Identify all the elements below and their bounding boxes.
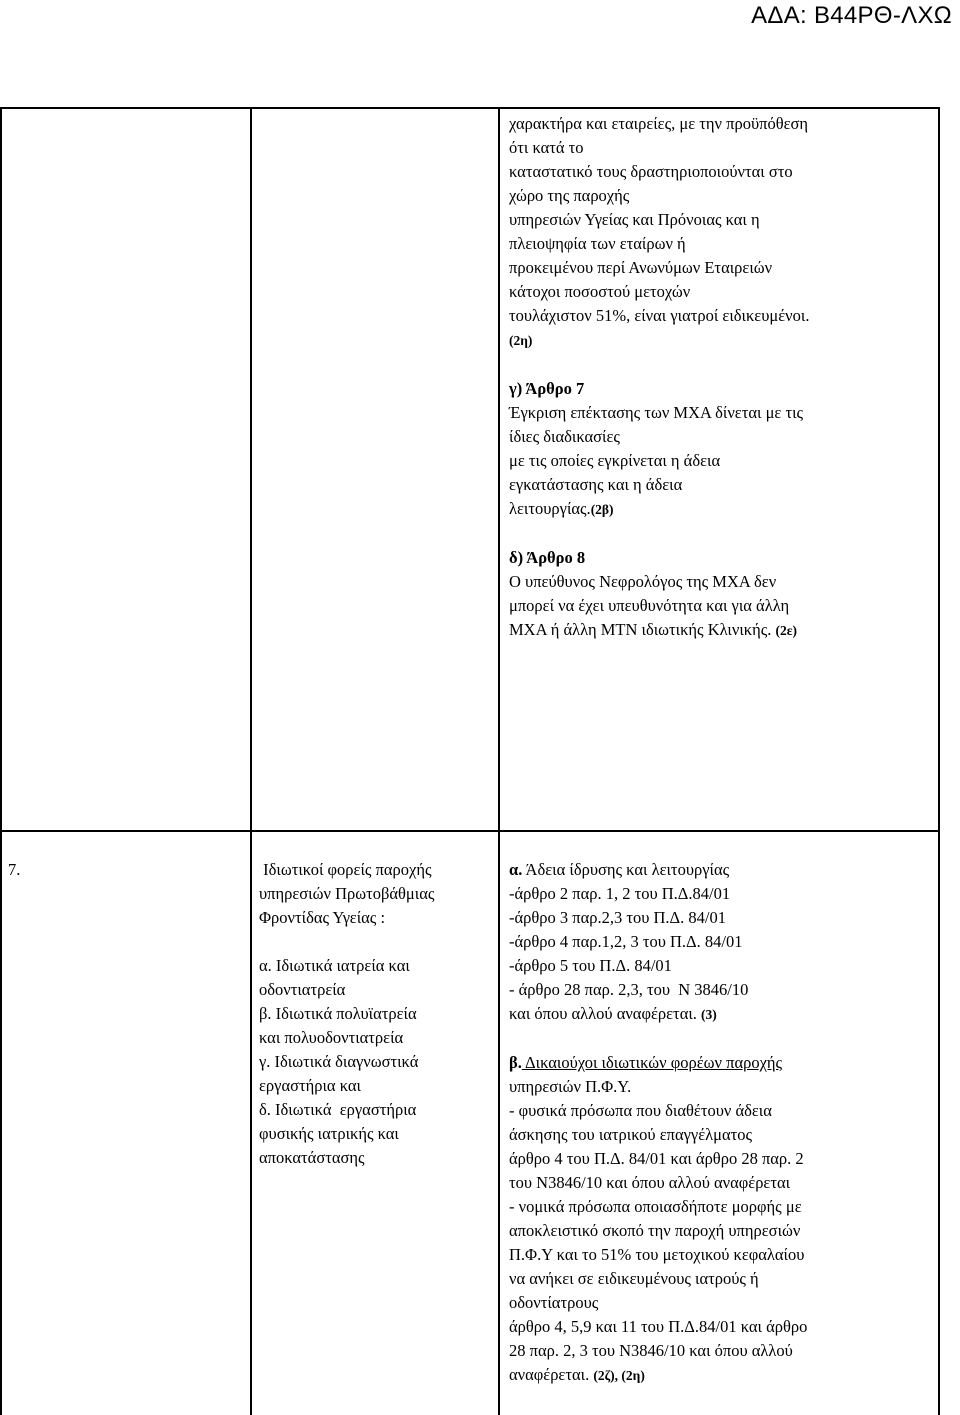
category-title-line: Φροντίδας Υγείας : <box>259 908 386 927</box>
text-line: ότι κατά το <box>509 138 584 157</box>
category-item-line: φυσικής ιατρικής και <box>259 1124 399 1143</box>
section-label: β. <box>509 1053 522 1072</box>
category-item-line: οδοντιατρεία <box>259 980 346 999</box>
beneficiaries-section <box>509 1051 929 1388</box>
text-line: λειτουργίας. <box>509 499 591 518</box>
text-line: καταστατικό τους δραστηριοποιούνται στο <box>509 162 793 181</box>
license-section <box>509 858 929 1027</box>
row-divider <box>0 830 940 832</box>
text-line: αποκλειστικό σκοπό την παροχή υπηρεσιών <box>509 1221 801 1240</box>
table-border-top <box>0 107 940 109</box>
category-item-line: δ. Ιδιωτικά εργαστήρια <box>259 1100 417 1119</box>
text-line: αναφέρεται. <box>509 1365 590 1384</box>
article-heading: δ) Άρθρο 8 <box>509 548 586 567</box>
text-line: 28 παρ. 2, 3 του Ν3846/10 και όπου αλλού <box>509 1341 793 1360</box>
text-line: ΜΧΑ ή άλλη ΜΤΝ ιδιωτικής Κλινικής. <box>509 620 772 639</box>
text-line: -άρθρο 2 παρ. 1, 2 του Π.Δ.84/01 <box>509 884 731 903</box>
section-heading: Δικαιούχοι ιδιωτικών φορέων παροχής <box>521 1053 783 1072</box>
text-line: άσκησης του ιατρικού επαγγέλματος <box>509 1125 753 1144</box>
text-line: χαρακτήρα και εταιρείες, με την προϋπόθεση <box>509 114 809 133</box>
text-line: να ανήκει σε ειδικευμένους ιατρούς ή <box>509 1269 759 1288</box>
text-line: -άρθρο 5 του Π.Δ. 84/01 <box>509 956 672 975</box>
article-7-paragraph <box>509 377 929 522</box>
row2-category-cell <box>259 858 493 1170</box>
text-line: Έγκριση επέκτασης των ΜΧΑ δίνεται με τις <box>509 403 804 422</box>
table-border-right <box>938 107 940 1415</box>
article-heading: γ) Άρθρο 7 <box>509 379 585 398</box>
category-item-line: αποκατάστασης <box>259 1148 365 1167</box>
text-line: - άρθρο 28 παρ. 2,3, του Ν 3846/10 <box>509 980 749 999</box>
text-line: κάτοχοι ποσοστού μετοχών <box>509 282 691 301</box>
reference-tag: (3) <box>701 1007 717 1022</box>
column-divider-1 <box>250 107 252 1415</box>
text-line: Π.Φ.Υ και το 51% του μετοχικού κεφαλαίου <box>509 1245 805 1264</box>
row-number: 7. <box>8 860 21 879</box>
category-item-line: γ. Ιδιωτικά διαγνωστικά <box>259 1052 419 1071</box>
section-heading: Άδεια ίδρυσης και λειτουργίας <box>522 860 730 879</box>
category-item-line: β. Ιδιωτικά πολυϊατρεία <box>259 1004 417 1023</box>
text-line: πλειοψηφία των εταίρων ή <box>509 234 686 253</box>
text-line: οδοντίατρους <box>509 1293 599 1312</box>
text-line: ίδιες διαδικασίες <box>509 427 620 446</box>
provisions-paragraph <box>509 112 929 353</box>
reference-tag: (2β) <box>590 502 614 517</box>
text-line: τουλάχιστον 51%, είναι γιατροί ειδικευμένοι. <box>509 306 810 325</box>
text-line: - φυσικά πρόσωπα που διαθέτουν άδεια <box>509 1101 772 1120</box>
row2-requirements-cell <box>509 858 929 1388</box>
text-line: υπηρεσιών Υγείας και Πρόνοιας και η <box>509 210 760 229</box>
text-line: με τις οποίες εγκρίνεται η άδεια <box>509 451 721 470</box>
article-8-paragraph <box>509 546 929 643</box>
text-line: εγκατάστασης και η άδεια <box>509 475 683 494</box>
text-line: προκειμένου περί Ανωνύμων Εταιρειών <box>509 258 773 277</box>
text-line: Ο υπεύθυνος Νεφρολόγος της ΜΧΑ δεν <box>509 572 777 591</box>
reference-tag: (2η) <box>509 333 533 348</box>
category-item-line: και πολυοδοντιατρεία <box>259 1028 404 1047</box>
text-line: του Ν3846/10 και όπου αλλού αναφέρεται <box>509 1173 791 1192</box>
row2-number-cell <box>8 858 20 882</box>
reference-tag: (2ζ), (2η) <box>593 1368 645 1383</box>
text-line: χώρο της παροχής <box>509 186 630 205</box>
ada-code: ΑΔΑ: Β44ΡΘ-ΛΧΩ <box>751 2 952 29</box>
text-line: μπορεί να έχει υπευθυνότητα και για άλλη <box>509 596 790 615</box>
text-line: άρθρο 4, 5,9 και 11 του Π.Δ.84/01 και άρθρο <box>509 1317 808 1336</box>
text-line: -άρθρο 3 παρ.2,3 του Π.Δ. 84/01 <box>509 908 727 927</box>
text-line: άρθρο 4 του Π.Δ. 84/01 και άρθρο 28 παρ. 2 <box>509 1149 804 1168</box>
text-line: και όπου αλλού αναφέρεται. <box>509 1004 697 1023</box>
text-line: -άρθρο 4 παρ.1,2, 3 του Π.Δ. 84/01 <box>509 932 743 951</box>
text-line: - νομικά πρόσωπα οποιασδήποτε μορφής με <box>509 1197 802 1216</box>
table-border-left <box>0 107 2 1415</box>
row1-col3-cell <box>509 112 929 643</box>
section-label: α. <box>509 860 523 879</box>
category-item-line: α. Ιδιωτικά ιατρεία και <box>259 956 410 975</box>
category-title-line: υπηρεσιών Πρωτοβάθμιας <box>259 884 435 903</box>
column-divider-2 <box>498 107 500 1415</box>
category-title-line: Ιδιωτικοί φορείς παροχής <box>259 860 432 879</box>
reference-tag: (2ε) <box>775 623 797 638</box>
text-line: υπηρεσιών Π.Φ.Υ. <box>509 1077 632 1096</box>
category-item-line: εργαστήρια και <box>259 1076 361 1095</box>
